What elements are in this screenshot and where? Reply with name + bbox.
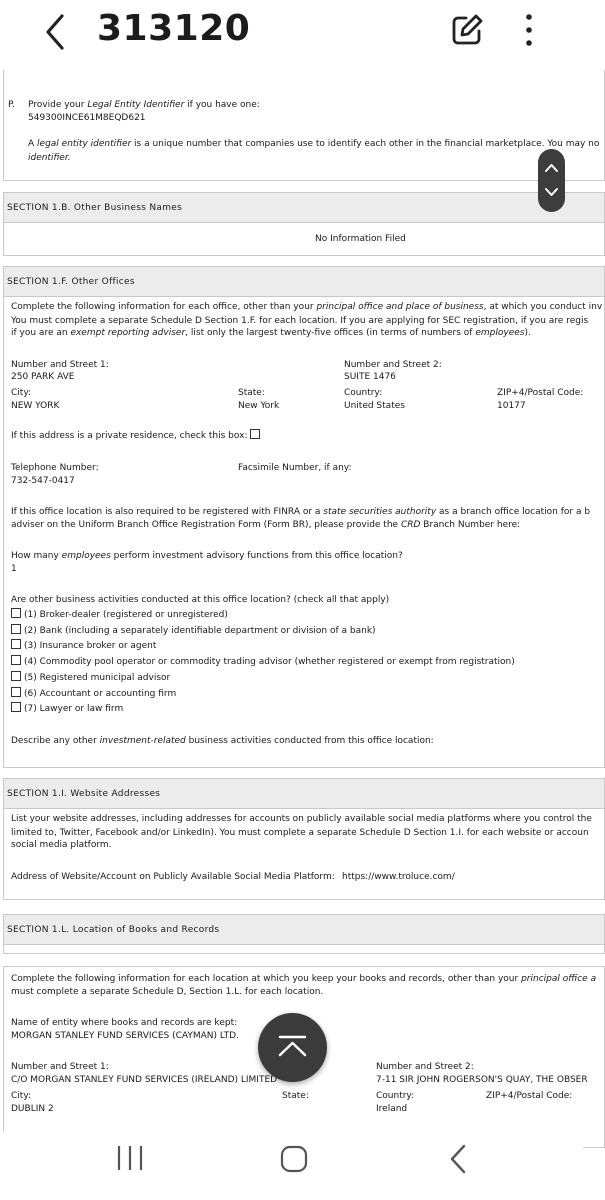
section-title: SECTION 1.B. Other Business Names	[7, 203, 183, 213]
activity-item: (4) Commodity pool operator or commodity trading advisor (whether registered or exempt from registration)	[11, 655, 515, 670]
section-title: SECTION 1.F. Other Offices	[7, 277, 135, 287]
section-header-1b	[3, 192, 605, 224]
country-value: United States	[344, 401, 405, 411]
chevron-down-icon[interactable]	[538, 179, 565, 209]
activity-checkbox[interactable]	[11, 671, 21, 681]
activity-checkbox[interactable]	[11, 608, 21, 618]
street2-label: Number and Street 2:	[344, 360, 442, 370]
section-title: SECTION 1.I. Website Addresses	[7, 789, 161, 799]
state-label: State:	[238, 388, 265, 398]
activity-item: (1) Broker-dealer (registered or unregistered)	[11, 608, 228, 623]
activity-item: (2) Bank (including a separately identifiable department or division of a bank)	[11, 624, 376, 639]
state-value: New York	[238, 401, 280, 411]
section-1b-box	[3, 222, 605, 256]
recent-apps-button[interactable]	[116, 1144, 146, 1172]
intro-line: Complete the following information for each office, other than your principal office and place of business, at which you conduct inv	[11, 302, 603, 312]
entity-value: MORGAN STANLEY FUND SERVICES (CAYMAN) LTD.	[11, 1031, 239, 1041]
street1-value: 250 PARK AVE	[11, 372, 75, 382]
activity-checkbox[interactable]	[11, 655, 21, 665]
section-header-1i	[3, 778, 605, 810]
section-header-1l	[3, 914, 605, 946]
finra-text: If this office location is also required to be registered with FINRA or a state securities authority as a branch office location for a b	[11, 507, 591, 517]
street1-label: Number and Street 1:	[11, 360, 109, 370]
website-value[interactable]: https://www.troluce.com/	[342, 872, 455, 882]
chevron-left-icon	[38, 12, 78, 52]
activity-checkbox[interactable]	[11, 639, 21, 649]
activity-item: (7) Lawyer or law firm	[11, 702, 123, 717]
intro-line: limited to, Twitter, Facebook and/or LinkedIn). You must complete a separate Schedule D Section 1.I. for each website or accoun	[11, 828, 589, 838]
intro-line: List your website addresses, including addresses for accounts on publicly available social media platforms where you control the	[11, 814, 592, 824]
chevron-up-icon[interactable]	[538, 151, 565, 181]
back-icon	[448, 1143, 468, 1175]
section-title: SECTION 1.L. Location of Books and Records	[7, 925, 220, 935]
zip-value: 10177	[497, 401, 526, 411]
activity-checkbox[interactable]	[11, 687, 21, 697]
section-header-1f	[3, 266, 605, 298]
more-vertical-icon	[518, 12, 540, 48]
activity-checkbox[interactable]	[11, 702, 21, 712]
home-button[interactable]	[279, 1144, 309, 1174]
describe-activities: Describe any other investment-related business activities conducted from this office location:	[11, 736, 434, 746]
country-label: Country:	[344, 388, 383, 398]
street2-value: SUITE 1476	[344, 372, 396, 382]
edit-icon	[449, 12, 485, 48]
city-value: NEW YORK	[11, 401, 60, 411]
home-icon	[279, 1144, 309, 1174]
edit-button[interactable]	[449, 12, 485, 48]
lei-description-2: identifier.	[28, 153, 71, 163]
fax-label: Facsimile Number, if any:	[238, 463, 352, 473]
zip-label: ZIP+4/Postal Code:	[486, 1091, 573, 1101]
page-title: 313120	[97, 8, 251, 49]
lei-value: 549300INCE61M8EQD621	[28, 113, 146, 123]
city-value: DUBLIN 2	[11, 1104, 54, 1114]
lei-prompt: Provide your Legal Entity Identifier if you have one:	[28, 100, 260, 110]
activity-item: (6) Accountant or accounting firm	[11, 687, 176, 702]
activity-checkbox[interactable]	[11, 624, 21, 634]
section-1l-divider	[3, 944, 605, 954]
intro-line: if you are an exempt reporting adviser, list only the largest twenty-five offices (in terms of numbers of employees).	[11, 328, 531, 338]
recent-apps-icon	[116, 1144, 146, 1172]
intro-line: You must complete a separate Schedule D Section 1.F. for each location. If you are applying for SEC registration, if you are regis	[11, 316, 589, 326]
activities-question: Are other business activities conducted at this office location? (check all that apply)	[11, 595, 390, 605]
system-nav-bar	[0, 1132, 583, 1200]
zip-label: ZIP+4/Postal Code:	[497, 388, 584, 398]
intro-line: Complete the following information for each location at which you keep your books and records, other than your principal office a	[11, 974, 597, 984]
intro-line: must complete a separate Schedule D, Section 1.L. for each location.	[11, 987, 324, 997]
street1-value: C/O MORGAN STANLEY FUND SERVICES (IRELAND) LIMITED	[11, 1075, 278, 1085]
country-value: Ireland	[376, 1104, 408, 1114]
state-label: State:	[282, 1091, 309, 1101]
scroll-to-top-button[interactable]	[258, 1013, 327, 1082]
no-info-text: No Information Filed	[315, 234, 406, 244]
intro-line: social media platform.	[11, 840, 112, 850]
entity-label: Name of entity where books and records are kept:	[11, 1018, 238, 1028]
employees-question: How many employees perform investment advisory functions from this office location?	[11, 551, 403, 561]
scroll-to-top-icon	[258, 1013, 327, 1082]
scroll-navigator	[538, 149, 565, 212]
back-button[interactable]	[38, 12, 78, 52]
app-bar	[0, 0, 583, 76]
street2-label: Number and Street 2:	[376, 1062, 474, 1072]
activity-item: (5) Registered municipal advisor	[11, 671, 170, 686]
phone-label: Telephone Number:	[11, 463, 99, 473]
street2-value: 7-11 SIR JOHN ROGERSON'S QUAY, THE OBSER	[376, 1075, 588, 1085]
document-viewer[interactable]	[0, 76, 603, 1132]
item-letter: P.	[8, 100, 15, 110]
city-label: City:	[11, 1091, 32, 1101]
city-label: City:	[11, 388, 32, 398]
private-residence-question: If this address is a private residence, check this box:	[11, 429, 263, 444]
website-label: Address of Website/Account on Publicly Available Social Media Platform:	[11, 872, 335, 882]
lei-description: A legal entity identifier is a unique number that companies use to identify each other in the financial marketplace. You may no	[28, 139, 600, 149]
nav-back-button[interactable]	[448, 1143, 468, 1175]
employees-value: 1	[11, 564, 17, 574]
phone-value: 732-547-0417	[11, 476, 75, 486]
activity-item: (3) Insurance broker or agent	[11, 639, 156, 654]
street1-label: Number and Street 1:	[11, 1062, 109, 1072]
country-label: Country:	[376, 1091, 415, 1101]
private-residence-checkbox[interactable]	[250, 429, 260, 439]
finra-text-2: adviser on the Uniform Branch Office Registration Form (Form BR), please provide the CRD Branch Number here:	[11, 520, 521, 530]
more-options-button[interactable]	[518, 12, 540, 48]
